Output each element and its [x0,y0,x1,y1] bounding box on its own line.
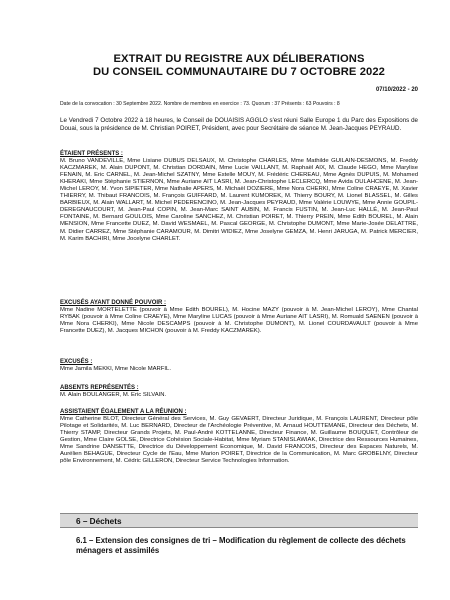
document-title-line2: DU CONSEIL COMMUNAUTAIRE DU 7 OCTOBRE 2022 [92,66,385,78]
section-excuses-body: Mme Jamila MEKKI, Mme Nicole MARFIL. [60,366,171,373]
intro-paragraph: Le Vendredi 7 Octobre 2022 à 18 heures, le Conseil de DOUAISIS AGGLO s'est réuni Salle Europe 1 du Parc des Expositions de Douai, sous la présidence de M. Christian POIRET, Président, avec pour Secrétaire de séance M. Jean-Jacques PEYRAUD. [60,117,418,132]
document-title-line1: EXTRAIT DU REGISTRE AUX DÉLIBERATIONS [113,53,365,65]
section-representes [60,385,418,399]
section-assistaient [60,409,418,465]
section-assistaient-heading: ASSISTAIENT ÉGALEMENT A LA RÉUNION : [60,409,187,415]
section-assistaient-body: Mme Catherine BLOT, Directeur Général des Services, M. Guy GEVAERT, Directeur Juridique, M. François LAURENT, Directeur pôle Pilotage et Solidarités, M. Luc BERNARD, Directeur de l'Archéologie Préventive, M. Arnaud HOUTTEMANE, Directeur des Déchets, M. Thierry STAMP, Directeur Grands Projets, M. Paul-André KOTTELANNE, Directeur Finance, M. Guillaume BOUQUET, Contrôleur de Gestion, Mme Claire GOLSE, Directrice Cohésion Sociale-Habitat, Mme Myriam STANISLAWIAK, Directrice des Ressources Humaines, Mme Sandrine DANSETTE, Directrice du Développement Economique, M. David FRANCOIS, Directeur des Espaces Naturels, M. Aurélien BEHAGUE, Directeur Cycle de l'Eau, Mme Marion POIRET, Directrice de la Communication, M. Marc GROBELNY, Directeur pôle Environnement, M. Cédric GILLERON, Directeur Service Technologies Information. [60,416,418,465]
section-representes-body: M. Alain BOULANGER, M. Eric SILVAIN. [60,392,167,399]
section-presents-body: M. Bruno VANDEVILLE, Mme Lisiane DUBUS DELSAUX, M. Christophe CHARLES, Mme Mathilde GUILAIN-DESMONS, M. Freddy KACZMAREK, M. Alain DUPONT, M. Christian DORDAIN, Mme Lucie VAILLANT, M. Raphaël AIX, M. Claude HEGO, Mme Marylise FENAIN, M. Eric CARNEL, M. Jean-Michel SZATNY, Mme Estelle MOUY, M. Frédéric CHEREAU, Mme Agnès DUPUIS, M. Mohamed KHERAKI, Mme Stéphanie STIERNON, Mme Auriane AIT LASRI, M. Jean-Christophe LECLERCQ, Mme Avida OULAHCENE, M. Jean-Michel LEROY, M. Yvon SIPIETER, Mme Nathalie APERS, M. Michaël DOZIERE, Mme Nora CHERKI, Mme Coline CRAEYE, M. Xavier THIERRY, M. Thibaut FRANCOIS, M. François GUIFFARD, M. Laurent KUMOREK, M. Thierry BOURY, M. Lionel BLASSEL, M. Gilles BARBIEUX, M. Alain WALLART, M. Michel PEDERENCINO, M. Jean-Jacques PEYRAUD, Mme Valérie LOUWYE, Mme Annie GOUPIL-DEREGNAUCOURT, M. Jean-Paul COPIN, M. Jean-Marc SAINT AUBIN, M. Francis FUSTIN, M. Jean-Luc HALLÉ, M. Jean-Paul FONTAINE, M. Bernard GOULOIS, Mme Caroline SANCHEZ, M. Christian POIRET, M. Thierry PREIN, Mme Edith BOUREL, M. Alain MENSION, Mme Francette DUEZ, M. David WESMAEL, M. Pascal GEORGE, M. Christophe DUMONT, Mme Marie-Josée DELATTRE, M. Didier CARREZ, Mme Stéphanie CARAMOUR, M. Dimitri WIDIEZ, Mme Joselyne GEMZA, M. Henri JARUGA, M. Patrick MERCIER, M. Karim BACHIRI, Mme Jocelyne CHARLET. [60,158,418,242]
section-excuses-heading: EXCUSÉS : [60,359,93,365]
deliberation-reference: 07/10/2022 - 20 [375,87,418,93]
section-pouvoirs [60,300,418,335]
section-presents [60,151,418,243]
section-representes-heading: ABSENTS REPRÉSENTÉS : [60,385,139,391]
chapter-heading-bar: 6 – Déchets [60,513,418,528]
section-presents-heading: ÉTAIENT PRÉSENTS : [60,151,123,157]
section-pouvoirs-heading: EXCUSÉS AYANT DONNÉ POUVOIR : [60,300,167,306]
convocation-meta: Date de la convocation : 30 Septembre 2022. Nombre de membres en exercice : 73. Quorum : 37 Présents : 63 Pouvoirs : 8 [60,101,340,107]
deliberation-subtitle: 6.1 – Extension des consignes de tri – Modification du règlement de collecte des déchets ménagers et assimilés [76,536,406,555]
section-excuses [60,359,418,373]
section-pouvoirs-body: Mme Nadine MORTELETTE (pouvoir à Mme Edith BOUREL), M. Hocine MAZY (pouvoir à M. Jean-Michel LEROY), Mme Chantal RYBAK (pouvoir à Mme Coline CRAEYE), Mme Maryline LUCAS (pouvoir à Mme Auriane AIT LASRI), M. Romuald SAENEN (pouvoir à Mme Nora CHERKI), Mme Nicole DESCAMPS (pouvoir à M. Christophe DUMONT), M. Lionel COURDAVAULT (pouvoir à Mme Francette DUEZ), M. Jacques MICHON (pouvoir à M. Freddy KACZMAREK). [60,307,418,335]
